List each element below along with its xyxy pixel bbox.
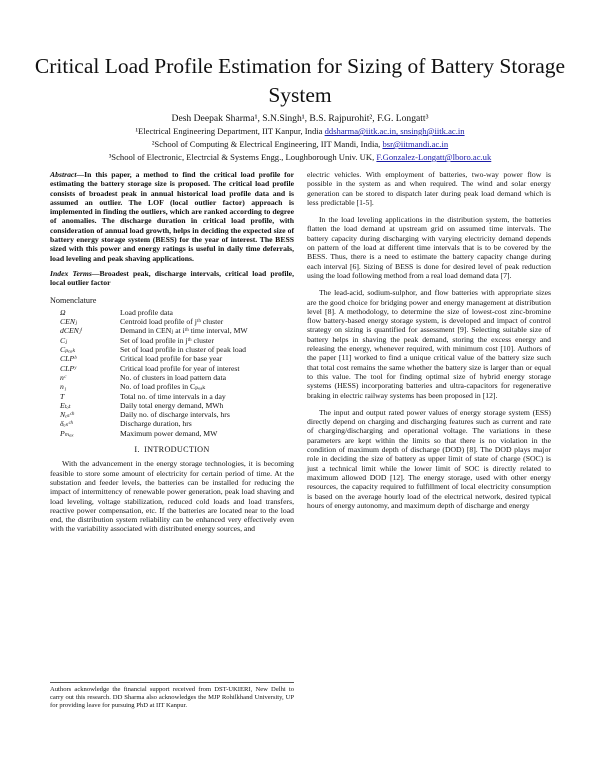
nomenclature-symbol: Cₚₑₐₖ: [60, 345, 76, 355]
nomenclature-row: [50, 410, 294, 419]
nomenclature-description: Maximum power demand, MW: [120, 428, 218, 438]
body-paragraph: The lead-acid, sodium-sulphor, and flow batteries with appropriate sizes are the good choice for bridging power and energy management at distribution level [8]. A methodology, to determine the size of lowest-cost zinc-bromine flow battery-based energy storage system, is developed and impact of control strategy on sizing is quantified for assessment [9]. Selecting suitable size of battery helps in shaving the peak demand, storing the excess energy and releasing the energy, whenever required, with minimum cost [10]. Authors of the paper [11] worked to find a unique critical value of the battery size such that total cost remains the same whether the battery size is larger than or equal to this value. The tool for finding optimal size of hybrid energy storage systems (HESS) incorporating batteries and ultra-capacitors for regenerative braking in electric railway systems has been proposed in [12].: [307, 288, 551, 400]
abstract: [50, 170, 294, 263]
body-paragraph: electric vehicles. With employment of batteries, two-way power flow is possible in the system as and when required. The wind and solar energy generation can be stored to dispatch later during peak load demand which is less predictable [1-5].: [307, 170, 551, 207]
nomenclature-row: [50, 373, 294, 382]
affiliation-1: [20, 125, 580, 138]
body-paragraph: In the load leveling applications in the distribution system, the batteries flatten the load demand at upstream grid on assumed time intervals. The battery capacity during discharging with varying electricity demand depends on pattern of the load at different time intervals that is to be covered by the BESS. Thus, there is a need to estimate the battery capacity change during each interval [6]. Sizing of BESS is done for desired level of peak reduction using the load following method from a real load demand data [7].: [307, 215, 551, 280]
nomenclature-row: [50, 419, 294, 428]
affiliation-1-text: ¹Electrical Engineering Department, IIT Kanpur, India: [135, 126, 325, 136]
nomenclature-heading: Nomenclature: [50, 295, 97, 305]
nomenclature-row: [50, 429, 294, 438]
nomenclature-row: [50, 354, 294, 363]
index-terms-text: —Broadest peak, discharge intervals, critical load profile, local outlier factor: [50, 268, 294, 288]
abstract-label: Abstract: [50, 170, 77, 179]
index-terms-label: Index Terms: [50, 268, 92, 278]
nomenclature-symbol: Ω: [60, 307, 66, 317]
affiliation-3-text: ³School of Electronic, Electrcial & Systems Engg., Loughborough Univ. UK,: [108, 152, 377, 162]
nomenclature-description: Total no. of time intervals in a day: [120, 391, 226, 401]
footnote: Authors acknowledge the financial support received from DST-UKIERI, New Delhi to carry out this research. DD Sharma also acknowledges the MJP Rohilkhand University, UP for providing leave for pursuing PhD at IIT Kanpur.: [50, 686, 294, 710]
nomenclature-description: Set of load profile in cluster of peak load: [120, 345, 246, 355]
abstract-text: —In this paper, a method to find the critical load profile for estimating the battery storage size is proposed. The critical load profile consists of broadest peak in annual historical load profile data and is assumed an outlier. The LOF (local outlier factor) approach is implemented in finding the outliers, which are ranked according to degree of anomalies. The discharge duration in critical load profile, with consideration of annual load growth, helps in deciding the expected size of battery energy storage system (BESS) for the year of interest. The BESS sized with this power and energy ratings is useful in daily time deferrals, load leveling and peak shaving applications.: [50, 170, 294, 263]
nomenclature-symbol: Pₘₐₓ: [60, 428, 74, 438]
nomenclature-description: Critical load profile for year of interest: [120, 363, 240, 373]
nomenclature-description: Daily total energy demand, MWh: [120, 400, 224, 410]
nomenclature-row: [50, 364, 294, 373]
body-paragraph: The input and output rated power values of energy storage system (ESS) directly depend on charging and discharging features such as current and rate of charging/discharging and operational voltage. The variations in these parameters are kept within the limits so that there is no violation in the condition of maximum depth of discharge (DOD) [8]. The DOD plays major role in deciding the size of battery as upper limit of state of charge (SOC) is just a technical limit while the lower limit of SOC is directly related to maximum allowed DOD [12]. The energy storage, used with other energy resources, the capacity required to fulfillment of local electricity consumption is based on the average hourly load of the electrical network, desired typical hours of energy autonomy, and maximum depth of discharge and energy: [307, 407, 551, 510]
nomenclature-symbol: Nₑₛᶜʰ: [60, 410, 74, 420]
nomenclature-description: Discharge duration, hrs: [120, 419, 192, 429]
nomenclature-row: [50, 308, 294, 317]
nomenclature-description: Set of load profile in jᵗʰ cluster: [120, 335, 215, 345]
paper-title: Critical Load Profile Estimation for Sizing of Battery Storage System: [34, 54, 566, 107]
nomenclature-description: Daily no. of discharge intervals, hrs: [120, 410, 230, 420]
footnote-divider: [50, 682, 294, 683]
affiliation-3-email-link[interactable]: F.Gonzalez-Longatt@lboro.ac.uk: [376, 152, 492, 162]
nomenclature-row: [50, 317, 294, 326]
nomenclature-symbol: dCENⱼⁱ: [60, 326, 83, 336]
section-heading-introduction: I. INTRODUCTION: [134, 445, 210, 455]
nomenclature-symbol: Cⱼ: [60, 335, 68, 345]
affiliation-3: [20, 151, 580, 164]
author-names: Desh Deepak Sharma¹, S.N.Singh¹, B.S. Rajpurohit², F.G. Longatt³: [171, 113, 429, 124]
nomenclature-description: Critical load profile for base year: [120, 354, 223, 364]
affiliation-2-text: ²School of Computing & Electrical Engineering, IIT Mandi, India,: [151, 139, 383, 149]
nomenclature-row: [50, 382, 294, 391]
index-terms: [50, 269, 294, 288]
nomenclature-row: [50, 392, 294, 401]
affiliation-2: [20, 138, 580, 151]
nomenclature-description: No. of clusters in load pattern data: [120, 372, 227, 382]
nomenclature-description: Demand in CENⱼ at iᵗʰ time interval, MW: [120, 326, 248, 336]
left-column: [50, 170, 294, 534]
nomenclature-description: Centroid load profile of jᵗʰ cluster: [120, 317, 224, 327]
nomenclature-row: [50, 401, 294, 410]
nomenclature-symbol: n₁: [60, 382, 67, 392]
right-column: [307, 170, 551, 510]
nomenclature-row: [50, 345, 294, 354]
affiliation-2-email-link[interactable]: bsr@iitmandi.ac.in: [382, 139, 449, 149]
affiliation-1-email-link[interactable]: ddsharma@iitk.ac.in, snsingh@iitk.ac.in: [324, 126, 465, 136]
nomenclature-symbol: Eₜₒₜ: [60, 400, 71, 410]
nomenclature-table: [50, 308, 294, 438]
nomenclature-symbol: T: [60, 391, 65, 401]
nomenclature-symbol: CENⱼ: [60, 317, 77, 327]
nomenclature-row: [50, 336, 294, 345]
intro-paragraph: With the advancement in the energy storage technologies, it is becoming feasible to store some amount of electricity for certain period of time. At the substation and feeder levels, the batteries can be installed for reducing the impact of intermittency of renewable power generation, peak load shaving and load leveling, voltage stabilization, reduced cold loads and load transfers, reactive power compensation, etc. If the batteries are located near to the load end, the distribution system reliability can be enhanced very effectively even with the variability associated with distributed energy sources, and: [50, 459, 294, 534]
author-block: [20, 112, 580, 164]
nomenclature-symbol: δₑₛᶜʰ: [60, 419, 73, 429]
nomenclature-description: Load profile data: [120, 307, 173, 317]
nomenclature-description: No. of load profiles in Cₚₑₐₖ: [120, 382, 206, 392]
nomenclature-symbol: CLPʸ: [60, 363, 77, 373]
nomenclature-symbol: CLPᵇ: [60, 354, 77, 364]
nomenclature-symbol: nᶜ: [60, 372, 66, 382]
nomenclature-row: [50, 326, 294, 335]
